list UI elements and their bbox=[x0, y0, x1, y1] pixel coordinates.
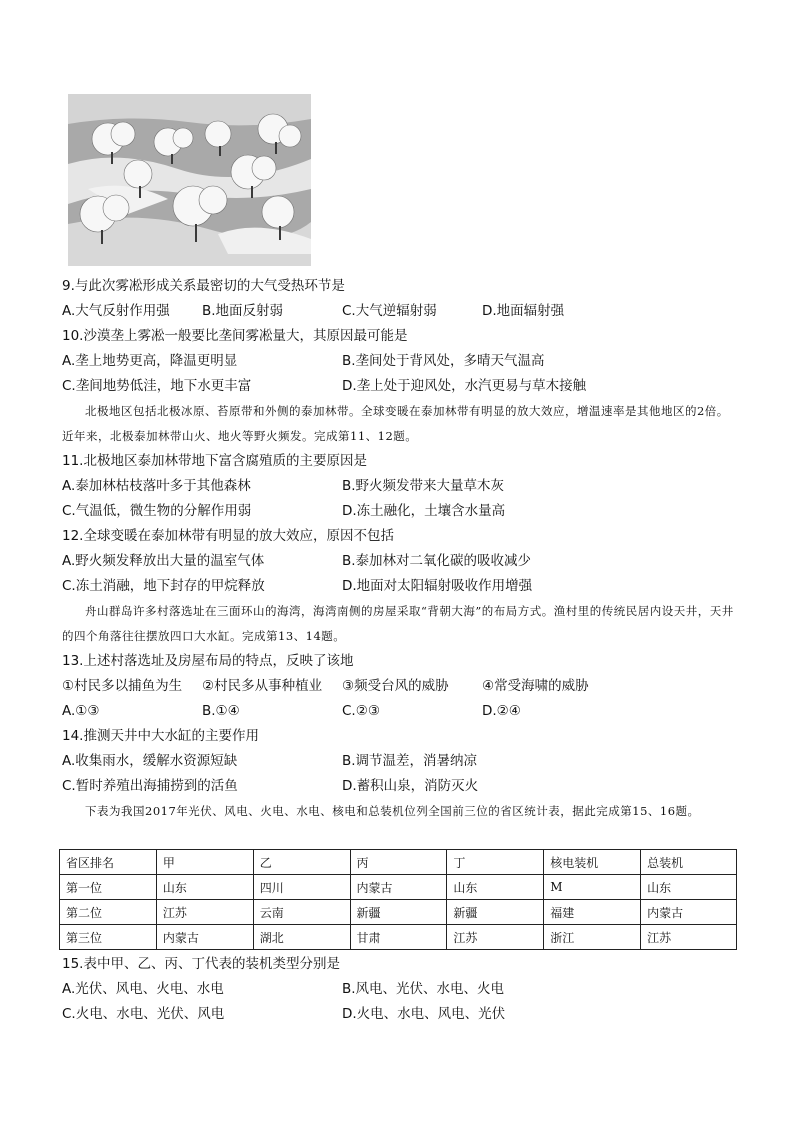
table-cell: 第二位 bbox=[60, 900, 157, 925]
q10-option-a: A.垄上地势更高，降温更明显 bbox=[62, 353, 238, 369]
table-cell: 山东 bbox=[641, 875, 737, 900]
table-cell: 山东 bbox=[447, 875, 544, 900]
table-cell: 山东 bbox=[156, 875, 253, 900]
q14-option-b: B.调节温差，消暑纳凉 bbox=[342, 753, 478, 769]
q15-option-a: A.光伏、风电、火电、水电 bbox=[62, 981, 224, 997]
passage-energy-table-intro: 下表为我国2017年光伏、风电、火电、水电、核电和总装机位列全国前三位的省区统计表，据此完成第15、16题。 bbox=[85, 804, 700, 818]
q14-option-a: A.收集雨水，缓解水资源短缺 bbox=[62, 753, 238, 769]
q13-option-b: B.①④ bbox=[202, 703, 240, 719]
table-cell: 福建 bbox=[544, 900, 641, 925]
question-9-stem: 9.与此次雾凇形成关系最密切的大气受热环节是 bbox=[62, 278, 345, 294]
q13-item-3: ③频受台风的威胁 bbox=[342, 678, 449, 694]
q12-option-a: A.野火频发释放出大量的温室气体 bbox=[62, 553, 265, 569]
q12-option-d: D.地面对太阳辐射吸收作用增强 bbox=[342, 578, 533, 594]
table-header-cell: 乙 bbox=[253, 850, 350, 875]
table-cell: 新疆 bbox=[447, 900, 544, 925]
question-12-stem: 12.全球变暖在泰加林带有明显的放大效应，原因不包括 bbox=[62, 528, 394, 544]
table-row bbox=[60, 875, 737, 900]
q12-option-b: B.泰加林对二氧化碳的吸收减少 bbox=[342, 553, 532, 569]
question-11-stem: 11.北极地区泰加林带地下富含腐殖质的主要原因是 bbox=[62, 453, 367, 469]
table-cell: 第一位 bbox=[60, 875, 157, 900]
q13-item-2: ②村民多从事种植业 bbox=[202, 678, 323, 694]
table-cell: 浙江 bbox=[544, 925, 641, 950]
table-cell: 云南 bbox=[253, 900, 350, 925]
table-header-cell: 丙 bbox=[350, 850, 447, 875]
question-15-stem: 15.表中甲、乙、丙、丁代表的装机类型分别是 bbox=[62, 956, 340, 972]
table-cell: 内蒙古 bbox=[350, 875, 447, 900]
q14-option-d: D.蓄积山泉，消防灭火 bbox=[342, 778, 479, 794]
table-header-cell: 核电装机 bbox=[544, 850, 641, 875]
q15-option-c: C.火电、水电、光伏、风电 bbox=[62, 1006, 225, 1022]
table-row bbox=[60, 925, 737, 950]
table-cell: 内蒙古 bbox=[641, 900, 737, 925]
q11-option-d: D.冻土融化，土壤含水量高 bbox=[342, 503, 506, 519]
table-header-cell: 甲 bbox=[156, 850, 253, 875]
q10-option-c: C.垄间地势低洼，地下水更丰富 bbox=[62, 378, 252, 394]
q13-item-4: ④常受海啸的威胁 bbox=[482, 678, 589, 694]
table-header-cell: 总装机 bbox=[641, 850, 737, 875]
q9-option-a: A.大气反射作用强 bbox=[62, 303, 170, 319]
q11-option-b: B.野火频发带来大量草木灰 bbox=[342, 478, 505, 494]
question-14-stem: 14.推测天井中大水缸的主要作用 bbox=[62, 728, 259, 744]
q15-option-d: D.火电、水电、风电、光伏 bbox=[342, 1006, 506, 1022]
q13-option-a: A.①③ bbox=[62, 703, 100, 719]
q12-option-c: C.冻土消融，地下封存的甲烷释放 bbox=[62, 578, 265, 594]
q13-item-1: ①村民多以捕鱼为生 bbox=[62, 678, 183, 694]
question-10-stem: 10.沙漠垄上雾凇一般要比垄间雾凇量大，其原因最可能是 bbox=[62, 328, 408, 344]
table-cell: 四川 bbox=[253, 875, 350, 900]
table-cell: 第三位 bbox=[60, 925, 157, 950]
table-cell: 江苏 bbox=[156, 900, 253, 925]
q9-option-b: B.地面反射弱 bbox=[202, 303, 284, 319]
q10-option-b: B.垄间处于背风处，多晴天气温高 bbox=[342, 353, 545, 369]
q13-option-c: C.②③ bbox=[342, 703, 380, 719]
table-cell: 湖北 bbox=[253, 925, 350, 950]
q9-option-d: D.地面辐射强 bbox=[482, 303, 565, 319]
table-header-row bbox=[60, 850, 737, 875]
energy-installation-table bbox=[59, 849, 737, 950]
q9-option-c: C.大气逆辐射弱 bbox=[342, 303, 437, 319]
table-cell: 甘肃 bbox=[350, 925, 447, 950]
table-header-cell: 省区排名 bbox=[60, 850, 157, 875]
table-cell: 内蒙古 bbox=[156, 925, 253, 950]
passage-zhoushan: 舟山群岛许多村落选址在三面环山的海湾，海湾南侧的房屋采取“背朝大海”的布局方式。渔村里的传统民居内设天井，天井的四个角落往往摆放四口大水缸。完成第13、14题。 bbox=[62, 604, 734, 643]
q14-option-c: C.暂时养殖出海捕捞到的活鱼 bbox=[62, 778, 238, 794]
q10-option-d: D.垄上处于迎风处，水汽更易与草木接触 bbox=[342, 378, 587, 394]
rime-desert-photo bbox=[68, 94, 311, 266]
q13-option-d: D.②④ bbox=[482, 703, 521, 719]
passage-arctic: 北极地区包括北极冰原、苔原带和外侧的泰加林带。全球变暖在泰加林带有明显的放大效应，增温速率是其他地区的2倍。近年来，北极泰加林带山火、地火等野火频发。完成第11、12题。 bbox=[62, 404, 729, 443]
table-cell: 新疆 bbox=[350, 900, 447, 925]
table-row bbox=[60, 900, 737, 925]
q11-option-a: A.泰加林枯枝落叶多于其他森林 bbox=[62, 478, 251, 494]
table-cell: 江苏 bbox=[447, 925, 544, 950]
table-cell: M bbox=[544, 875, 641, 900]
question-13-stem: 13.上述村落选址及房屋布局的特点，反映了该地 bbox=[62, 653, 354, 669]
table-cell: 江苏 bbox=[641, 925, 737, 950]
q11-option-c: C.气温低，微生物的分解作用弱 bbox=[62, 503, 252, 519]
q15-option-b: B.风电、光伏、水电、火电 bbox=[342, 981, 505, 997]
table-header-cell: 丁 bbox=[447, 850, 544, 875]
